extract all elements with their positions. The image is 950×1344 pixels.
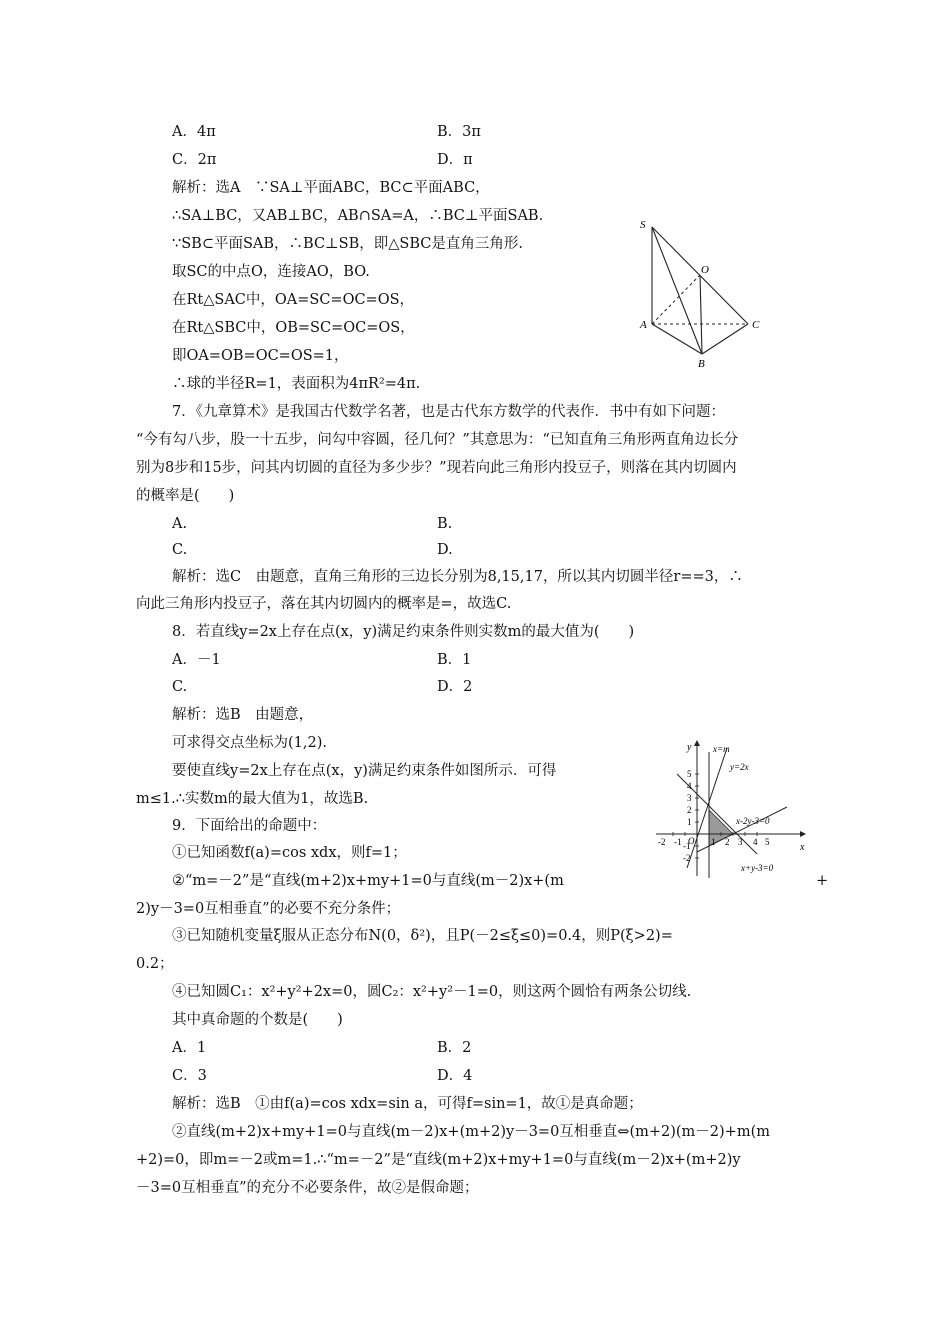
q9-option-a: A．1: [172, 1040, 207, 1056]
q9-item: ①已知函数f(a)=cos xdx，则f=1；: [172, 845, 407, 861]
q9-option-b: B．2: [437, 1040, 472, 1056]
q8-option-c: C.: [172, 679, 188, 695]
vertex-o-label: O: [701, 264, 709, 276]
line-x2y3-label: x-2y-3=0: [736, 816, 770, 826]
q6-analysis-line: ∴SA⊥BC，又AB⊥BC，AB∩SA=A，∴BC⊥平面SAB.: [172, 208, 544, 224]
q6-analysis-line: ∵SB⊂平面SAB，∴BC⊥SB，即△SBC是直角三角形.: [172, 236, 523, 252]
x-tick-label: 3: [738, 837, 743, 847]
line-y-eq-2x-label: y=2x: [730, 762, 749, 772]
y-axis-label: y: [687, 742, 692, 753]
q9-analysis-line: －3=0互相垂直”的充分不必要条件，故②是假命题；: [136, 1180, 479, 1196]
q9-stem: 9．下面给出的命题中：: [172, 818, 327, 834]
q6-analysis-line: 即OA=OB=OC=OS=1，: [172, 348, 349, 364]
q7-option-d: D.: [437, 542, 453, 558]
q9-item: ③已知随机变量ξ服从正态分布N(0，δ²)，且P(－2≤ξ≤0)=0.4，则P(ξ>2)=: [172, 928, 673, 944]
vertex-a-label: A: [640, 319, 647, 331]
q8-option-b: B．1: [437, 652, 472, 668]
pyramid-figure: [632, 212, 772, 372]
feasible-region-graph: [650, 738, 810, 886]
q7-analysis-line: 解析：选C 由题意，直角三角形的三边长分别为8,15,17，所以其内切圆半径r==3，∴: [172, 569, 743, 585]
q6-analysis-line: ∴球的半径R=1，表面积为4πR²=4π.: [172, 376, 421, 392]
q6-option-c: C．2π: [172, 152, 217, 168]
q7-option-c: C.: [172, 542, 188, 558]
x-tick-label: 4: [753, 837, 758, 847]
q9-analysis-line: ②直线(m+2)x+my+1=0与直线(m－2)x+(m+2)y－3=0互相垂直⇔(m+2)(m－2)+m(m: [172, 1124, 770, 1140]
y-tick-label: -2: [683, 853, 691, 863]
q6-option-d: D．π: [437, 152, 473, 168]
q6-analysis-line: 在Rt△SAC中，OA=SC=OC=OS，: [172, 292, 415, 308]
q9-item-continuation: +: [816, 873, 829, 889]
vertex-s-label: S: [640, 219, 646, 231]
q8-option-a: A．－1: [172, 652, 221, 668]
q7-stem-line: 的概率是( ): [136, 488, 235, 504]
q8-analysis-line: 解析：选B 由题意，: [172, 707, 314, 723]
q8-option-d: D．2: [437, 679, 473, 695]
line-xy3-label: x+y-3=0: [741, 863, 774, 873]
q8-stem: 8．若直线y=2x上存在点(x，y)满足约束条件则实数m的最大值为( ): [172, 624, 635, 640]
x-tick-label: 5: [765, 837, 770, 847]
q9-analysis-line: +2)=0，即m=－2或m=1.∴“m=－2”是“直线(m+2)x+my+1=0与直线(m－2)x+(m+2)y: [136, 1152, 741, 1168]
q9-question: 其中真命题的个数是( ): [172, 1012, 343, 1028]
q6-option-b: B．3π: [437, 124, 481, 140]
y-tick-label: 2: [687, 805, 692, 815]
x-tick-label: 1: [711, 837, 716, 847]
q9-option-d: D．4: [437, 1068, 473, 1084]
y-tick-label: 5: [687, 769, 692, 779]
q8-analysis-line: m≤1.∴实数m的最大值为1，故选B.: [136, 791, 369, 807]
q7-stem-line: “今有勾八步，股一十五步，问勾中容圆，径几何？”其意思为：“已知直角三角形两直角边长分: [136, 432, 739, 448]
q9-analysis-line: 解析：选B ①由f(a)=cos xdx=sin a，可得f=sin=1，故①是真命题；: [172, 1096, 643, 1112]
q8-analysis-line: 要使直线y=2x上存在点(x，y)满足约束条件如图所示．可得: [172, 763, 557, 779]
q9-item: ②“m=－2”是“直线(m+2)x+my+1=0与直线(m－2)x+(m: [172, 873, 564, 889]
q7-stem-line: 7．《九章算术》是我国古代数学名著，也是古代东方数学的代表作．书中有如下问题：: [172, 404, 725, 420]
x-axis-label: x: [800, 842, 805, 853]
q6-option-a: A．4π: [172, 124, 216, 140]
q9-option-c: C．3: [172, 1068, 207, 1084]
vertex-c-label: C: [752, 319, 760, 331]
y-tick-label: 3: [687, 793, 692, 803]
q8-analysis-line: 可求得交点坐标为(1,2).: [172, 735, 327, 751]
q7-option-b: B.: [437, 516, 453, 532]
q6-analysis-line: 解析：选A ∵SA⊥平面ABC，BC⊂平面ABC，: [172, 180, 490, 196]
vertex-b-label: B: [698, 358, 705, 370]
origin-label: O: [688, 836, 695, 846]
y-tick-label: -1: [683, 841, 691, 851]
line-x-eq-m-label: x=m: [713, 744, 730, 754]
q9-item: 0.2；: [136, 956, 174, 972]
q6-analysis-line: 在Rt△SBC中，OB=SC=OC=OS，: [172, 320, 415, 336]
x-tick-label: 2: [725, 837, 730, 847]
q9-item: ④已知圆C₁：x²+y²+2x=0，圆C₂：x²+y²－1=0，则这两个圆恰有两条公切线.: [172, 984, 692, 1000]
q7-analysis-line: 向此三角形内投豆子，落在其内切圆内的概率是=，故选C.: [136, 596, 512, 612]
y-tick-label: 4: [687, 781, 692, 791]
q6-analysis-line: 取SC的中点O，连接AO，BO.: [172, 264, 370, 280]
y-tick-label: 1: [687, 817, 692, 827]
q7-option-a: A.: [172, 516, 188, 532]
q7-stem-line: 别为8步和15步，问其内切圆的直径为多少步？”现若向此三角形内投豆子，则落在其内切圆内: [136, 460, 737, 476]
q9-item: 2)y－3=0互相垂直”的必要不充分条件；: [136, 901, 401, 917]
x-tick-label: -2: [658, 837, 666, 847]
x-tick-label: -1: [674, 837, 682, 847]
